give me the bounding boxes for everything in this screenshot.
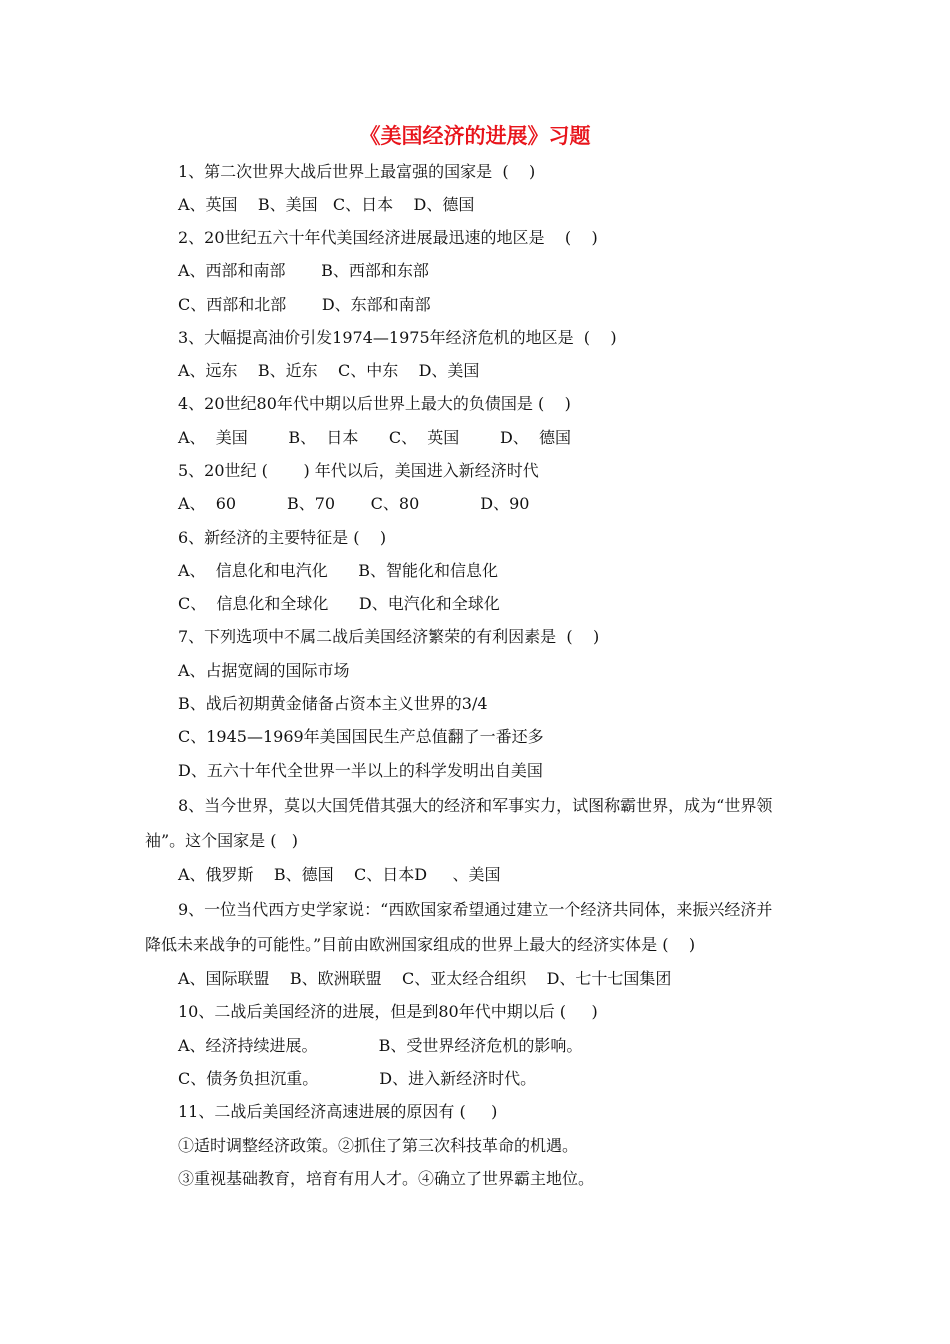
question-1: 1、第二次世界大战后世界上最富强的国家是 ( ) [178, 162, 536, 181]
question-9-line-2: 降低未来战争的可能性。”目前由欧洲国家组成的世界上最大的经济实体是 ( ) [145, 935, 696, 954]
question-11-items-12: ①适时调整经济政策。②抓住了第三次科技革命的机遇。 [178, 1136, 579, 1155]
question-2-options-cd: C、西部和北部 D、东部和南部 [178, 295, 431, 314]
question-11-items-34: ③重视基础教育，培育有用人才。④确立了世界霸主地位。 [178, 1169, 595, 1188]
question-8-options: A、俄罗斯 B、德国 C、日本D 、美国 [178, 865, 501, 884]
question-7: 7、下列选项中不属二战后美国经济繁荣的有利因素是 ( ) [178, 627, 600, 646]
question-10-options-cd: C、债务负担沉重。 D、进入新经济时代。 [178, 1069, 537, 1088]
question-6-options-ab: A、 信息化和电汽化 B、智能化和信息化 [178, 561, 499, 580]
question-3-options: A、远东 B、近东 C、中东 D、美国 [178, 361, 480, 380]
question-7-option-b: B、战后初期黄金储备占资本主义世界的3/4 [178, 694, 488, 713]
question-5: 5、20世纪 ( ) 年代以后，美国进入新经济时代 [178, 461, 539, 480]
question-8-line-2: 袖”。这个国家是 ( ) [145, 831, 299, 850]
question-6-options-cd: C、 信息化和全球化 D、电汽化和全球化 [178, 594, 500, 613]
question-5-options: A、 60 B、70 C、80 D、90 [178, 494, 530, 513]
question-1-options: A、英国 B、美国 C、日本 D、德国 [178, 195, 475, 214]
question-2: 2、20世纪五六十年代美国经济进展最迅速的地区是 ( ) [178, 228, 598, 247]
question-8-line-1: 8、当今世界，莫以大国凭借其强大的经济和军事实力，试图称霸世界，成为“世界领 [178, 796, 773, 815]
question-6: 6、新经济的主要特征是 ( ) [178, 528, 387, 547]
question-9-options: A、国际联盟 B、欧洲联盟 C、亚太经合组织 D、七十七国集团 [178, 969, 672, 988]
question-11: 11、二战后美国经济高速进展的原因有 ( ) [178, 1102, 498, 1121]
question-9-line-1: 9、一位当代西方史学家说：“西欧国家希望通过建立一个经济共同体，来振兴经济并 [178, 900, 773, 919]
document-title: 《美国经济的进展》习题 [359, 124, 591, 148]
question-4-options: A、 美国 B、 日本 C、 英国 D、 德国 [178, 428, 571, 447]
question-7-option-a: A、占据宽阔的国际市场 [178, 661, 350, 680]
question-7-option-c: C、1945—1969年美国国民生产总值翻了一番还多 [178, 727, 544, 746]
question-10-options-ab: A、经济持续进展。 B、受世界经济危机的影响。 [178, 1036, 583, 1055]
question-10: 10、二战后美国经济的进展，但是到80年代中期以后 ( ) [178, 1002, 598, 1021]
question-4: 4、20世纪80年代中期以后世界上最大的负债国是 ( ) [178, 394, 571, 413]
question-7-option-d: D、五六十年代全世界一半以上的科学发明出自美国 [178, 761, 543, 780]
question-3: 3、大幅提高油价引发1974—1975年经济危机的地区是 ( ) [178, 328, 617, 347]
question-2-options-ab: A、西部和南部 B、西部和东部 [178, 261, 429, 280]
